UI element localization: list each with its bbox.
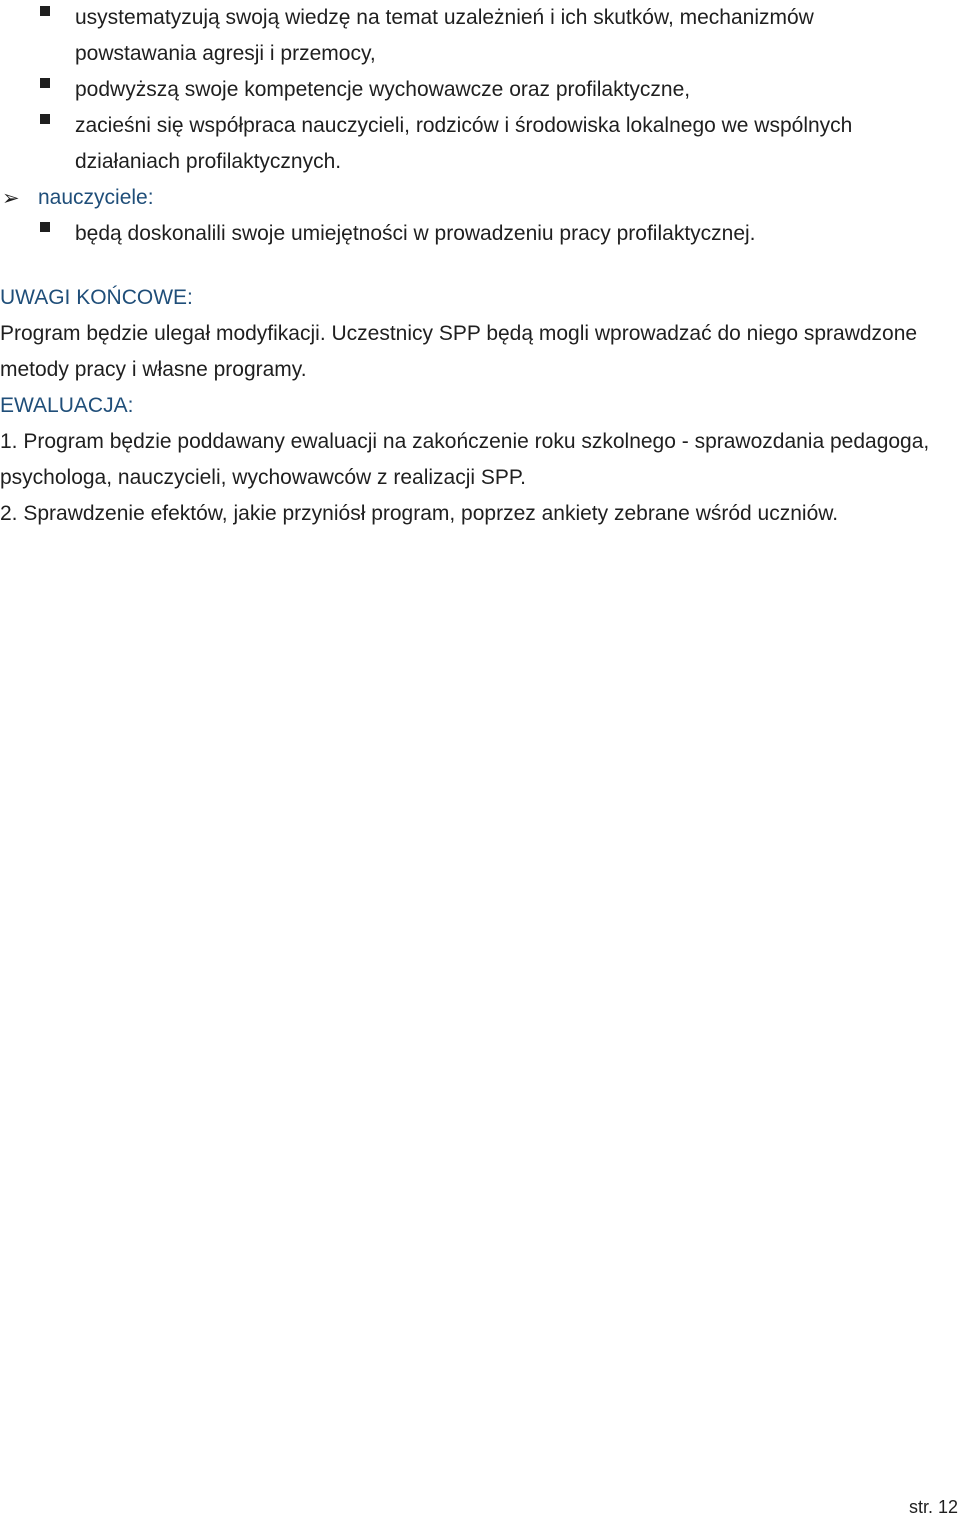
final-notes-section (0, 280, 930, 532)
square-bullet-icon (40, 6, 50, 16)
teachers-heading: nauczyciele: (38, 186, 154, 209)
teachers-group (0, 180, 960, 216)
list-item-text: będą doskonalili swoje umiejętności w prowadzeniu pracy profilaktycznej. (75, 222, 756, 245)
arrow-bullet-icon: ➢ (2, 186, 20, 210)
list-item-text: podwyższą swoje kompetencje wychowawcze oraz profilaktyczne, (75, 78, 691, 101)
list-item-text: zacieśni się współpraca nauczycieli, rodziców i środowiska lokalnego we wspólnych działaniach profilaktycznych. (75, 114, 853, 173)
square-bullet-icon (40, 222, 50, 232)
list-item-text: usystematyzują swoją wiedzę na temat uzależnień i ich skutków, mechanizmów powstawania agresji i przemocy, (75, 6, 814, 65)
evaluation-item-2: 2. Sprawdzenie efektów, jakie przyniósł program, poprzez ankiety zebrane wśród uczniów. (0, 502, 839, 525)
list-item (0, 0, 960, 72)
list-item (0, 108, 960, 180)
list-item (0, 72, 960, 108)
list-item (0, 216, 960, 252)
final-notes-heading: UWAGI KOŃCOWE: (0, 286, 193, 309)
document-body (0, 0, 960, 252)
final-notes-text: Program będzie ulegał modyfikacji. Uczestnicy SPP będą mogli wprowadzać do niego sprawdzone metody pracy i własne programy. (0, 322, 918, 381)
page-number: str. 12 (908, 1497, 958, 1517)
square-bullet-icon (40, 78, 50, 88)
square-bullet-icon (40, 114, 50, 124)
evaluation-item-1: 1. Program będzie poddawany ewaluacji na zakończenie roku szkolnego - sprawozdania pedagoga, psychologa, nauczycieli, wychowawców z realizacji SPP. (0, 430, 930, 489)
evaluation-heading: EWALUACJA: (0, 394, 134, 417)
